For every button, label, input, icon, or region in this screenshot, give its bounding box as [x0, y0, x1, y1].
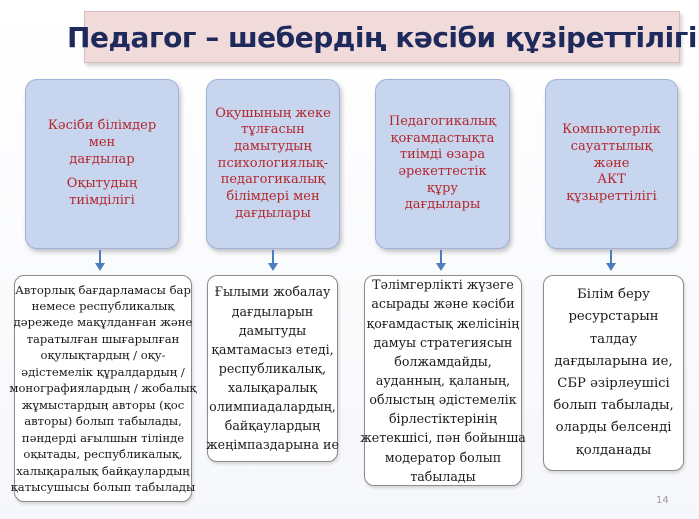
box-text-line: бірлестіктерінің	[388, 411, 498, 427]
down-arrow-icon	[604, 250, 618, 272]
box-text-line: ресурстарын	[568, 309, 659, 325]
box-text-line: Ғылыми жобалау	[214, 284, 331, 300]
description-box-student-development	[207, 275, 338, 462]
down-arrow-icon	[93, 250, 107, 272]
box-text-line: оқытады, республикалық,	[23, 447, 183, 462]
box-text-line: дағдыларын	[231, 303, 314, 319]
competency-box-student-development	[206, 79, 340, 249]
box-text-line: сауаттылық	[570, 139, 653, 155]
box-text-line: дамытуды	[238, 322, 307, 338]
slide-title: Педагог – шебердің кәсіби құзіреттілігі	[67, 20, 697, 54]
box-text-line: қатысушысы болып табылады	[10, 479, 196, 494]
box-text-line: ауданның, қаланың,	[375, 372, 511, 388]
box-text-line: дамуы стратегиясын	[373, 334, 513, 350]
box-text-line: Білім беру	[577, 287, 650, 303]
page-number: 14	[656, 495, 669, 506]
box-text-line: Оқытудың тиімділігі	[66, 176, 138, 208]
box-text-line: байқаулардың	[224, 418, 321, 434]
competency-box-pedagogical-community	[375, 79, 510, 249]
box-text-line: болжамдайды,	[394, 353, 492, 369]
box-text-line: білімдері мен	[226, 188, 320, 204]
box-text-line: пәндерді ағылшын тілінде	[21, 430, 185, 445]
box-text-line: оқулықтардың / оқу-	[40, 348, 166, 363]
box-text-line: және	[593, 155, 630, 171]
box-text-line: республикалық,	[218, 360, 327, 376]
competency-box-professional-knowledge	[25, 79, 179, 249]
box-text-line: олимпиадалардың,	[209, 399, 336, 415]
box-text-line: дамытудың	[234, 139, 312, 155]
box-text-line: әрекеттестік құру	[398, 164, 487, 196]
box-text-line: тиімді өзара	[399, 147, 486, 163]
box-text-line: қолданады	[575, 442, 652, 458]
box-text-line: жетекшісі, пән бойынша	[360, 430, 526, 446]
box-text-line: Авторлық бағдарламасы бар	[15, 282, 191, 297]
box-text-line: немесе республикалық	[31, 299, 175, 313]
box-text-line: жұмыстардың авторы (қос	[21, 397, 185, 412]
box-text-line: қоғамдастықта	[390, 130, 495, 146]
box-text-line: Компьютерлік	[562, 122, 661, 138]
description-box-professional-knowledge	[9, 275, 197, 502]
down-arrow-icon	[266, 250, 280, 272]
box-text-line: педагогикалық	[220, 172, 326, 188]
description-box-ict-literacy	[543, 275, 684, 471]
box-text-line: облыстың әдістемелік	[369, 392, 517, 408]
box-text-line: Тәлімгерлікті жүзеге	[372, 277, 514, 293]
down-arrow-icon	[434, 250, 448, 272]
box-text-line: Оқушының жеке	[215, 105, 331, 121]
box-text-line: модератор болып	[384, 449, 502, 465]
description-box-pedagogical-community	[360, 275, 526, 486]
box-text-line: Педагогикалық	[388, 114, 497, 130]
box-text-line: таратылған шығарылған	[26, 331, 180, 346]
box-text-line: дағдылары	[404, 197, 481, 213]
box-text-line: асырады және кәсіби	[371, 296, 515, 312]
box-text-line: психологиялық-	[217, 155, 329, 171]
box-text-line: авторы) болып табылады,	[24, 414, 182, 429]
box-text-line: болып табылады,	[553, 398, 674, 414]
box-text-line: әдістемелік құралдардың /	[21, 364, 185, 379]
box-text-line: талдау	[589, 331, 638, 347]
box-text-line: жеңімпаздарына ие	[206, 437, 339, 453]
box-text-line: дәрежеде мақұлданған және	[13, 315, 193, 330]
box-text-line: қоғамдастық желісінің	[366, 315, 520, 331]
box-text-line: Кәсіби білімдер мен	[47, 118, 157, 151]
title-banner	[67, 11, 697, 63]
competency-box-ict-literacy	[545, 79, 678, 249]
box-text-line: дағдыларына ие,	[554, 353, 673, 369]
box-text-line: тұлғасын	[241, 122, 305, 138]
box-text-line: құзыреттілігі	[566, 188, 657, 204]
box-text-line: дағдылар	[69, 151, 135, 167]
box-text-line: халықаралық	[228, 380, 317, 396]
box-text-line: монографиялардың / жобалық	[9, 381, 197, 396]
box-text-line: АКТ	[597, 172, 626, 188]
box-text-line: СБР әзірлеушісі	[557, 376, 670, 391]
box-text-line: қамтамасыз етеді,	[211, 341, 334, 357]
box-text-line: халықаралық байқаулардың	[16, 463, 190, 478]
box-text-line: оларды белсенді	[555, 420, 672, 436]
box-text-line: дағдылары	[235, 205, 311, 221]
box-text-line: табылады	[410, 468, 476, 484]
